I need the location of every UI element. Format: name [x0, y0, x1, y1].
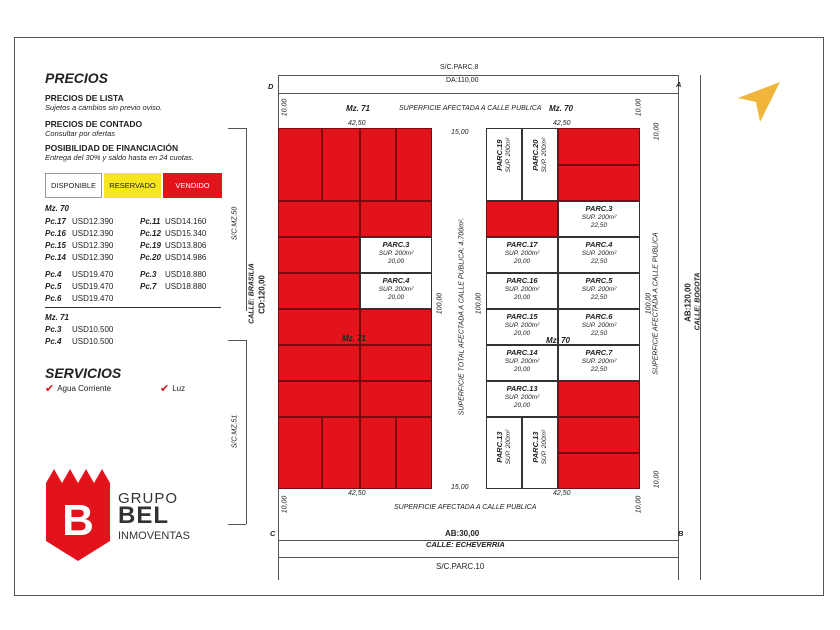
parcel-label: PARC.16 SUP. 200m² 20,00: [504, 276, 540, 302]
lot-sold[interactable]: [278, 237, 360, 273]
lot-sold[interactable]: [486, 201, 558, 237]
parcel-label: PARC.19 SUP. 200m²: [494, 137, 512, 173]
parcel-code: Pc.19: [140, 241, 161, 250]
dim-label: 10,00: [281, 98, 289, 117]
parcel-code: Pc.16: [45, 229, 66, 238]
logo-grupo: GRUPO: [118, 490, 179, 507]
dim-label: 10,00: [281, 495, 289, 514]
parcel-price: USD13.806: [165, 241, 207, 250]
parcel-code: Pc.7: [140, 282, 157, 291]
dim-label: 100,00: [436, 292, 444, 315]
dim-label: 42,50: [348, 490, 366, 497]
boundary-line: [246, 340, 247, 524]
parcel-code: Pc.3: [45, 325, 62, 334]
prices-title: PRECIOS: [45, 70, 109, 86]
right-street-label: CALLE: BOGOTA: [694, 272, 702, 331]
parcel-label: PARC.13 SUP. 200m² 20,00: [504, 384, 540, 410]
lot-sold[interactable]: [322, 128, 360, 201]
boundary-line: [228, 524, 246, 525]
navigation-arrow-icon: [736, 80, 782, 126]
lot-sold[interactable]: [360, 128, 396, 201]
left-cd-label: CD:120,00: [257, 275, 267, 314]
logo-inmoventas: INMOVENTAS: [118, 530, 190, 542]
parcel-label: PARC.3 SUP. 200m² 22,50: [581, 204, 617, 230]
bottom-parcel-label: S/C.PARC.10: [436, 562, 485, 571]
parcel-label: PARC.4 SUP. 200m² 22,50: [581, 240, 617, 266]
dim-label: 100,00: [645, 292, 653, 315]
parcel-price: USD14.986: [165, 253, 207, 262]
boundary-line: [278, 93, 678, 94]
parcel-price: USD12.390: [72, 217, 114, 226]
parcel-code: Pc.12: [140, 229, 161, 238]
parcel-label: PARC.14 SUP. 200m² 20,00: [504, 348, 540, 374]
parcel-price: USD19.470: [72, 270, 114, 279]
dim-label: 10,00: [653, 122, 661, 141]
lot-sold[interactable]: [558, 381, 640, 417]
services-title: SERVICIOS: [45, 365, 122, 381]
parcel-label: PARC.6 SUP. 200m² 22,50: [581, 312, 617, 338]
sup-center-label: SUPERFICIE TOTAL AFECTADA A CALLE PUBLICA: 4.700m².: [458, 217, 466, 416]
parcel-code: Pc.17: [45, 217, 66, 226]
left-street-label: CALLE: BRASILIA: [248, 263, 256, 324]
status-sold: VENDIDO: [163, 173, 222, 198]
parcel-code: Pc.15: [45, 241, 66, 250]
right-ab-label: AB:120,00: [683, 283, 693, 322]
parcel-code: Pc.5: [45, 282, 62, 291]
mz70-price-heading: Mz. 70: [45, 204, 70, 213]
mz70-top-label: Mz. 70: [549, 104, 574, 113]
parcel-code: Pc.11: [140, 217, 161, 226]
lot-sold[interactable]: [360, 345, 432, 381]
corner-c: C: [270, 529, 276, 538]
top-da-label: DA:110,00: [446, 77, 479, 84]
parcel-label: PARC.17 SUP. 200m² 20,00: [504, 240, 540, 266]
lot-sold[interactable]: [558, 453, 640, 489]
parcel-price: USD14.160: [165, 217, 207, 226]
parcel-price: USD10.500: [72, 325, 114, 334]
parcel-price: USD19.470: [72, 282, 114, 291]
lot-sold[interactable]: [360, 381, 432, 417]
mz71-top-label: Mz. 71: [346, 104, 371, 113]
lot-sold[interactable]: [396, 417, 432, 489]
dim-label: 10,00: [635, 98, 643, 117]
lot-sold[interactable]: [322, 417, 360, 489]
dim-label: 15,00: [451, 129, 469, 136]
list-price-note: Sujetos a cambios sin previo oviso.: [45, 103, 163, 112]
svg-text:B: B: [62, 496, 94, 545]
financing-heading: POSIBILIDAD DE FINANCIACIÓN: [45, 143, 179, 153]
status-reserved: RESERVADO: [104, 173, 161, 198]
corner-b: B: [678, 529, 684, 538]
boundary-line: [246, 128, 247, 311]
parcel-price: USD12.390: [72, 241, 114, 250]
boundary-line: [278, 557, 678, 558]
parcel-code: Pc.6: [45, 294, 62, 303]
boundary-line: [228, 340, 246, 341]
parcel-price: USD18.880: [165, 270, 207, 279]
parcel-code: Pc.20: [140, 253, 161, 262]
lot-sold[interactable]: [278, 201, 360, 237]
parcel-code: Pc.3: [140, 270, 157, 279]
sup-top-label: SUPERFICIE AFECTADA A CALLE PUBLICA: [399, 105, 542, 112]
sup-bottom-label: SUPERFICIE AFECTADA A CALLE PUBLICA: [394, 504, 537, 511]
parcel-price: USD19.470: [72, 294, 114, 303]
left-mz50-label: S/C.MZ.50: [231, 206, 239, 241]
top-parcel-label: S/C.PARC.8: [440, 64, 479, 71]
parcel-label: PARC.13 SUP. 200m²: [494, 429, 512, 465]
dim-label: 42,50: [348, 120, 366, 127]
dim-label: 15,00: [451, 484, 469, 491]
lot-sold[interactable]: [360, 309, 432, 345]
left-mz51-label: S/C.MZ.51: [231, 414, 239, 449]
mz71-price-heading: Mz. 71: [45, 313, 70, 322]
lot-sold[interactable]: [396, 128, 432, 201]
boundary-line: [676, 75, 682, 580]
mz70-center-label: Mz. 70: [546, 336, 571, 345]
bottom-ab-label: AB:30,00: [445, 529, 480, 538]
service-light: ✔ Luz: [160, 383, 186, 395]
check-icon: ✔: [45, 383, 55, 395]
divider: [45, 307, 221, 308]
lot-sold[interactable]: [278, 128, 322, 201]
dim-label: 42,50: [553, 490, 571, 497]
corner-a: A: [676, 80, 682, 89]
dim-label: 42,50: [553, 120, 571, 127]
parcel-code: Pc.14: [45, 253, 66, 262]
parcel-label: PARC.13 SUP. 200m²: [530, 429, 548, 465]
logo-bel: BEL: [118, 502, 169, 529]
cash-price-note: Consultar por ofertas: [45, 129, 116, 138]
boundary-line: [278, 75, 678, 76]
lot-sold[interactable]: [278, 273, 360, 309]
parcel-price: USD12.390: [72, 253, 114, 262]
parcel-label: PARC.3 SUP. 200m² 20,00: [378, 240, 414, 266]
dim-label: 10,00: [653, 470, 661, 489]
parcel-price: USD18.880: [165, 282, 207, 291]
grupo-bel-logo-mark: [44, 465, 116, 565]
lot-sold[interactable]: [360, 417, 396, 489]
check-icon: ✔: [160, 383, 170, 395]
lot-sold[interactable]: [278, 381, 360, 417]
financing-note: Entrega del 30% y saldo hasta en 24 cuotas.: [45, 153, 194, 162]
dim-label: 100,00: [475, 292, 483, 315]
parcel-price: USD12.390: [72, 229, 114, 238]
parcel-code: Pc.4: [45, 270, 62, 279]
sup-right-label: SUPERFICIE AFECTADA A CALLE PUBLICA: [652, 232, 660, 375]
parcel-label: PARC.4 SUP. 200m² 20,00: [378, 276, 414, 302]
lot-sold[interactable]: [558, 165, 640, 201]
corner-d: D: [268, 82, 274, 91]
parcel-price: USD15.340: [165, 229, 207, 238]
list-price-heading: PRECIOS DE LISTA: [45, 93, 124, 103]
service-water: ✔ Agua Corriente: [45, 383, 112, 395]
parcel-price: USD10.500: [72, 337, 114, 346]
lot-sold[interactable]: [360, 201, 432, 237]
parcel-label: PARC.15 SUP. 200m² 20,00: [504, 312, 540, 338]
lot-sold[interactable]: [558, 128, 640, 165]
lot-sold[interactable]: [278, 345, 360, 381]
cash-price-heading: PRECIOS DE CONTADO: [45, 119, 143, 129]
parcel-label: PARC.5 SUP. 200m² 22,50: [581, 276, 617, 302]
parcel-label: PARC.20 SUP. 200m²: [530, 137, 548, 173]
parcel-code: Pc.4: [45, 337, 62, 346]
dim-label: 10,00: [635, 495, 643, 514]
lot-sold[interactable]: [558, 417, 640, 453]
boundary-line: [228, 128, 246, 129]
status-available: DISPONIBLE: [45, 173, 102, 198]
parcel-label: PARC.7 SUP. 200m² 22,50: [581, 348, 617, 374]
bottom-street-label: CALLE: ECHEVERRIA: [426, 540, 505, 549]
lot-sold[interactable]: [278, 417, 322, 489]
mz71-center-label: Mz. 71: [342, 334, 367, 343]
